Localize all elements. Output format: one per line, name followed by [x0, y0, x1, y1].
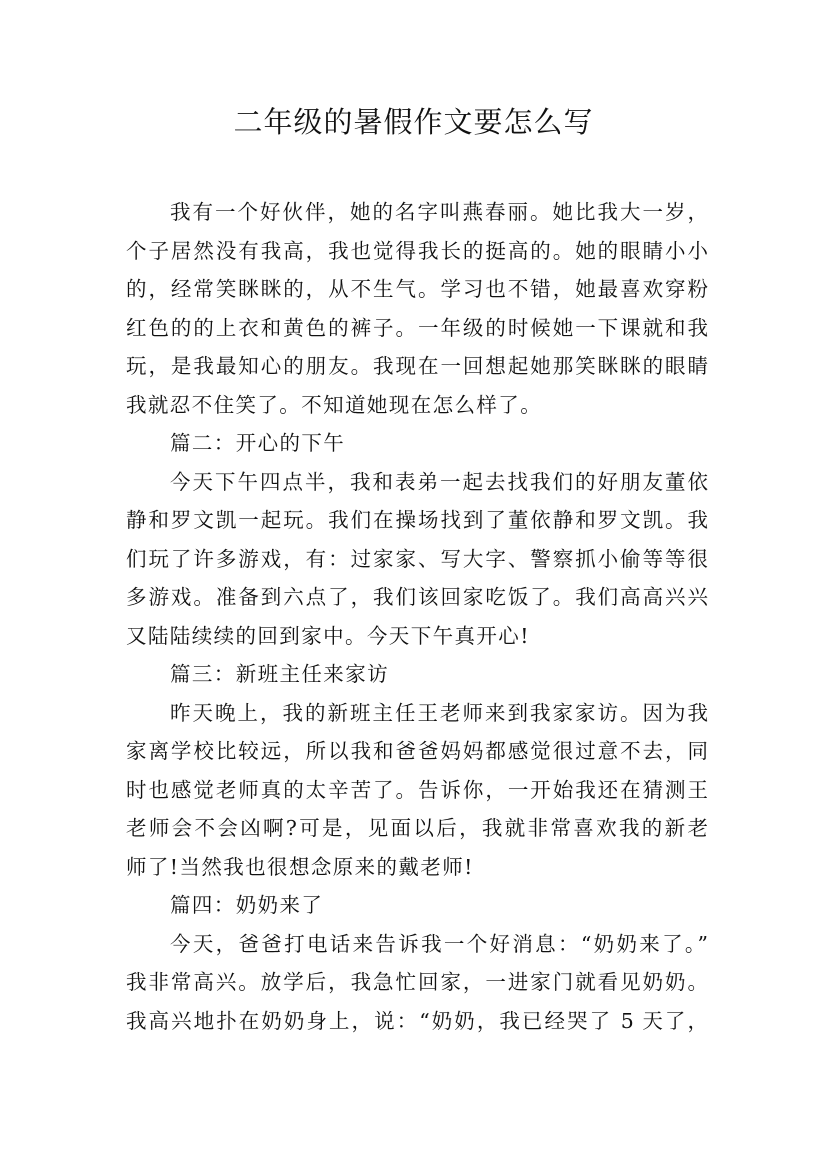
text-line: 我就忍不住笑了。不知道她现在怎么样了。	[126, 392, 543, 417]
text-line: 昨天晚上，我的新班主任王老师来到我家家访。因为我	[170, 700, 708, 725]
text-line: 我有一个好伙伴，她的名字叫燕春丽。她比我大一岁，	[170, 200, 708, 224]
text-line: 时也感觉老师真的太辛苦了。告诉你，一开始我还在猜测王	[126, 777, 708, 802]
text-line: 们玩了许多游戏，有：过家家、写大字、警察抓小偷等等很	[126, 546, 708, 571]
text-line: 篇二：开心的下午	[170, 431, 346, 455]
text-line: 今天，爸爸打电话来告诉我一个好消息：“奶奶来了。”	[170, 931, 708, 956]
text-line: 的，经常笑眯眯的，从不生气。学习也不错，她最喜欢穿粉	[126, 277, 708, 301]
text-line: 老师会不会凶啊?可是，见面以后，我就非常喜欢我的新老	[126, 816, 708, 840]
text-line: 师了!当然我也很想念原来的戴老师!	[126, 854, 474, 879]
text-line: 我非常高兴。放学后，我急忙回家，一进家门就看见奶奶。	[126, 970, 708, 994]
text-line: 红色的的上衣和黄色的裤子。一年级的时候她一下课就和我	[126, 315, 708, 340]
document-title: 二年级的暑假作文要怎么写	[233, 105, 594, 139]
text-line: 篇三：新班主任来家访	[170, 662, 389, 686]
text-line: 家离学校比较远，所以我和爸爸妈妈都感觉很过意不去，同	[126, 739, 708, 763]
text-line: 又陆陆续续的回到家中。今天下午真开心!	[126, 623, 530, 648]
text-line: 我高兴地扑在奶奶身上，说：“奶奶，我已经哭了 5 天了，	[126, 1008, 708, 1033]
text-line: 篇四：奶奶来了	[170, 893, 324, 917]
document-body	[126, 193, 708, 1040]
text-line: 静和罗文凯一起玩。我们在操场找到了董依静和罗文凯。我	[126, 508, 708, 532]
text-line: 今天下午四点半，我和表弟一起去找我们的好朋友董依	[170, 469, 708, 494]
text-line: 多游戏。准备到六点了，我们该回家吃饭了。我们高高兴兴	[126, 585, 708, 609]
text-line: 玩，是我最知心的朋友。我现在一回想起她那笑眯眯的眼睛	[126, 354, 708, 378]
text-line: 个子居然没有我高，我也觉得我长的挺高的。她的眼睛小小	[126, 238, 708, 263]
